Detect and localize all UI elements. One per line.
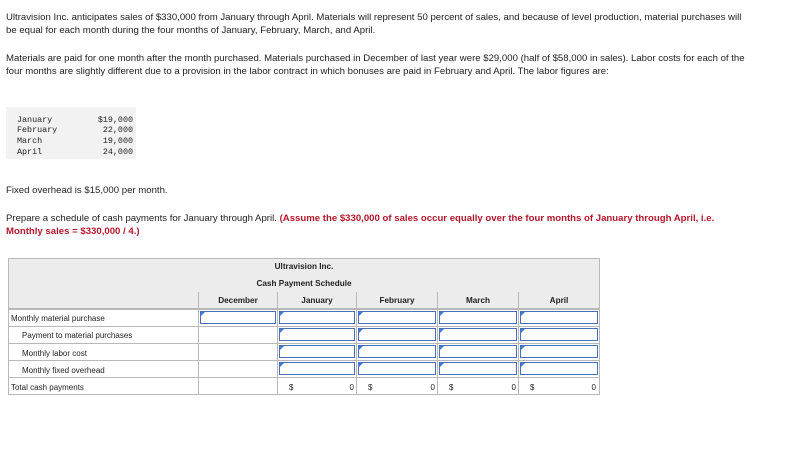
payment-material-april-input[interactable] — [520, 328, 598, 341]
problem-paragraph-2: Materials are paid for one month after the month purchased. Materials purchased in December of last year were $29,000 (half of $58,000 in sales). Labor costs for each of the four months are slightly different due to a provision in the labor contract in which bonuses are paid in February and April. The labor figures are: — [6, 53, 745, 77]
row-label-labor-cost: Monthly labor cost — [22, 349, 87, 358]
total-currency-february: $ — [368, 383, 373, 392]
labor-value: 24,000 — [102, 147, 133, 157]
payment-material-january-input[interactable] — [279, 328, 355, 341]
labor-month: January — [17, 115, 53, 125]
row-divider — [8, 377, 600, 378]
total-value-april: 0 — [591, 383, 596, 392]
labor-value: 22,000 — [102, 125, 133, 135]
total-currency-january: $ — [289, 383, 294, 392]
labor-cost-january-input[interactable] — [279, 345, 355, 358]
fixed-overhead-april-input[interactable] — [520, 362, 598, 375]
total-value-january: 0 — [349, 383, 354, 392]
column-header-march: March — [465, 296, 491, 305]
material-purchase-march-input[interactable] — [439, 311, 517, 324]
total-currency-april: $ — [530, 383, 535, 392]
cash-payment-schedule — [8, 258, 600, 396]
material-purchase-january-input[interactable] — [279, 311, 355, 324]
column-header-february: February — [379, 296, 415, 305]
column-header-april: April — [549, 296, 569, 305]
overhead-text: Fixed overhead is $15,000 per month. — [6, 185, 168, 196]
column-header-december: December — [218, 296, 258, 305]
schedule-title: Ultravision Inc. — [274, 262, 334, 271]
row-divider — [8, 326, 600, 327]
material-purchase-april-input[interactable] — [520, 311, 598, 324]
fixed-overhead-february-input[interactable] — [358, 362, 436, 375]
instruction-text — [6, 212, 746, 238]
instruction-emphasis: (Assume the $330,000 of sales occur equally over the four months of January through April, i.e. Monthly sales = $330,000 / 4.) — [6, 213, 715, 237]
problem-paragraph-1: Ultravision Inc. anticipates sales of $330,000 from January through April. Materials will represent 50 percent of sales, and because of level production, material purchases will be equal for each month during the four months of January, February, March, and April. — [6, 12, 742, 36]
row-divider — [8, 360, 600, 361]
labor-figures-table — [6, 107, 136, 159]
labor-row — [6, 125, 136, 136]
labor-cost-march-input[interactable] — [439, 345, 517, 358]
fixed-overhead-march-input[interactable] — [439, 362, 517, 375]
labor-cost-february-input[interactable] — [358, 345, 436, 358]
labor-row — [6, 136, 136, 147]
material-purchase-december-input[interactable] — [200, 311, 276, 324]
labor-value: $19,000 — [97, 115, 133, 125]
total-currency-march: $ — [449, 383, 454, 392]
labor-month: March — [17, 136, 43, 146]
payment-material-march-input[interactable] — [439, 328, 517, 341]
schedule-subtitle: Cash Payment Schedule — [256, 279, 352, 288]
labor-cost-april-input[interactable] — [520, 345, 598, 358]
row-divider — [8, 394, 600, 395]
column-header-january: January — [301, 296, 333, 305]
instruction-main: Prepare a schedule of cash payments for January through April. — [6, 213, 277, 224]
labor-row — [6, 147, 136, 158]
table-left-border — [8, 308, 9, 394]
row-divider — [8, 343, 600, 344]
row-label-payment-material: Payment to material purchases — [22, 331, 133, 340]
labor-value: 19,000 — [102, 136, 133, 146]
labor-month: February — [17, 125, 58, 135]
total-value-february: 0 — [430, 383, 435, 392]
payment-material-february-input[interactable] — [358, 328, 436, 341]
material-purchase-february-input[interactable] — [358, 311, 436, 324]
fixed-overhead-january-input[interactable] — [279, 362, 355, 375]
row-divider — [8, 308, 600, 309]
labor-month: April — [17, 147, 43, 157]
row-label-material-purchase: Monthly material purchase — [11, 314, 105, 323]
row-label-fixed-overhead: Monthly fixed overhead — [22, 366, 105, 375]
row-label-total: Total cash payments — [11, 383, 84, 392]
total-value-march: 0 — [511, 383, 516, 392]
table-right-border — [599, 308, 600, 394]
